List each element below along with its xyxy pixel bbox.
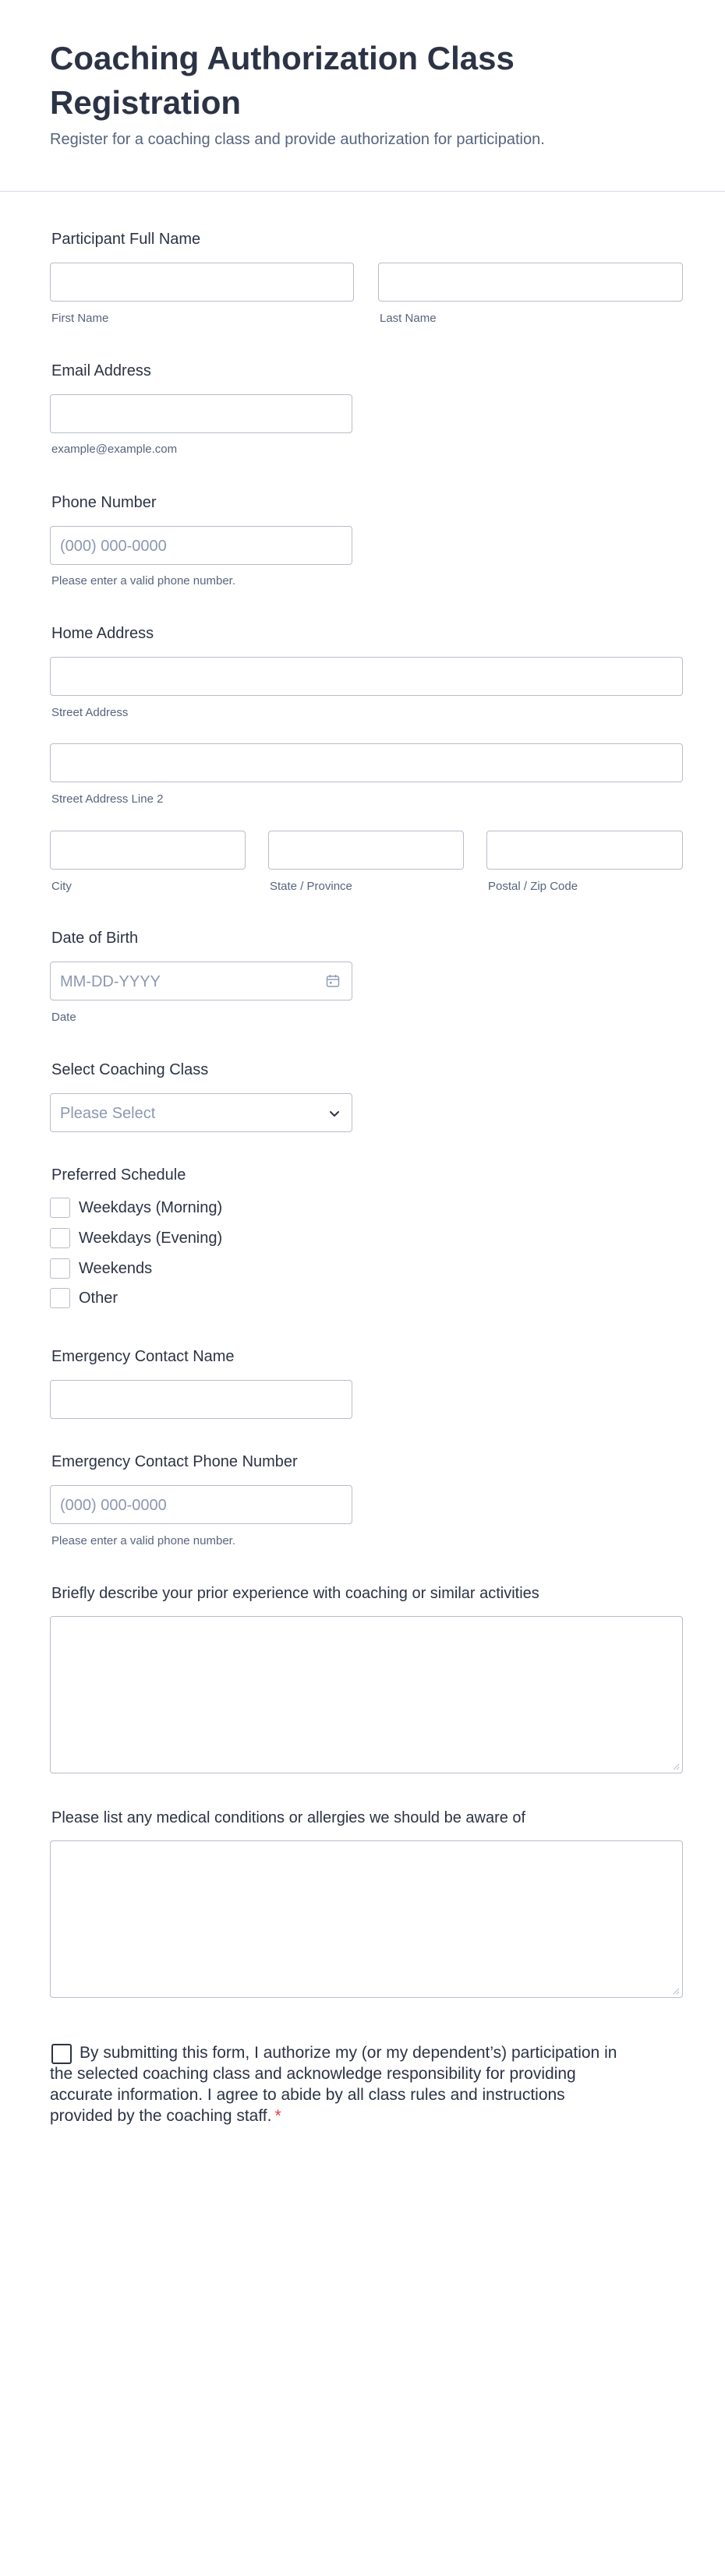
form-header <box>0 0 725 192</box>
schedule-checkbox[interactable] <box>50 1258 70 1279</box>
coaching-class-label: Select Coaching Class <box>51 1061 209 1078</box>
email-input[interactable] <box>50 394 352 433</box>
emergency-phone-placeholder: (000) 000-0000 <box>60 1497 167 1514</box>
first-name-sublabel: First Name <box>51 312 109 325</box>
dob-placeholder: MM-DD-YYYY <box>60 973 161 990</box>
consent-label <box>50 2042 627 2126</box>
coaching-class-placeholder: Please Select <box>60 1105 156 1122</box>
emergency-name-input[interactable] <box>50 1380 352 1419</box>
schedule-option-label: Other <box>79 1290 118 1307</box>
medical-label: Please list any medical conditions or allergies we should be aware of <box>51 1809 526 1826</box>
resize-handle-icon[interactable] <box>672 1763 680 1770</box>
coaching-class-select[interactable] <box>50 1093 352 1132</box>
state-input[interactable] <box>268 831 464 870</box>
schedule-option-label: Weekdays (Morning) <box>79 1199 223 1216</box>
schedule-option-label: Weekends <box>79 1260 153 1277</box>
phone-label: Phone Number <box>51 494 157 511</box>
schedule-checkbox[interactable] <box>50 1198 70 1218</box>
form-subtitle: Register for a coaching class and provide authorization for participation. <box>50 131 545 148</box>
city-input[interactable] <box>50 831 246 870</box>
required-asterisk: * <box>274 2107 281 2125</box>
participant-name-label: Participant Full Name <box>51 231 201 248</box>
dob-label: Date of Birth <box>51 930 139 947</box>
street-address-input[interactable] <box>50 657 683 696</box>
schedule-checkbox[interactable] <box>50 1228 70 1248</box>
dob-input[interactable] <box>50 962 352 1000</box>
phone-sublabel: Please enter a valid phone number. <box>51 574 235 588</box>
street-address-2-sublabel: Street Address Line 2 <box>51 792 164 806</box>
dob-sublabel: Date <box>51 1011 76 1024</box>
street-address-sublabel: Street Address <box>51 706 129 719</box>
phone-placeholder: (000) 000-0000 <box>60 538 167 555</box>
experience-textarea[interactable] <box>50 1616 683 1773</box>
email-label: Email Address <box>51 362 151 379</box>
last-name-input[interactable] <box>378 263 683 302</box>
form-title: Coaching Authorization Class Registration <box>50 40 515 121</box>
consent-text: By submitting this form, I authorize my (or my dependent’s) participation in the selected coaching class and acknowledge responsibility for providing accurate information. I agree to abide by all class rules and instructions provided by the coaching staff. <box>50 2044 617 2125</box>
schedule-checkbox[interactable] <box>50 1288 70 1308</box>
zip-sublabel: Postal / Zip Code <box>488 880 578 893</box>
schedule-option-label: Weekdays (Evening) <box>79 1230 223 1247</box>
city-sublabel: City <box>51 880 72 893</box>
address-label: Home Address <box>51 625 154 642</box>
last-name-sublabel: Last Name <box>380 312 437 325</box>
phone-input[interactable] <box>50 526 352 565</box>
emergency-phone-label: Emergency Contact Phone Number <box>51 1453 298 1470</box>
email-sublabel: example@example.com <box>51 443 178 456</box>
experience-label: Briefly describe your prior experience with coaching or similar activities <box>51 1585 539 1602</box>
first-name-input[interactable] <box>50 263 354 302</box>
emergency-phone-sublabel: Please enter a valid phone number. <box>51 1534 235 1547</box>
state-sublabel: State / Province <box>270 880 352 893</box>
resize-handle-icon[interactable] <box>672 1987 680 1995</box>
emergency-name-label: Emergency Contact Name <box>51 1348 235 1365</box>
street-address-2-input[interactable] <box>50 743 683 782</box>
chevron-down-icon <box>327 1106 342 1121</box>
emergency-phone-input[interactable] <box>50 1485 352 1524</box>
medical-textarea[interactable] <box>50 1840 683 1998</box>
zip-input[interactable] <box>486 831 683 870</box>
schedule-label: Preferred Schedule <box>51 1166 186 1184</box>
calendar-icon[interactable] <box>325 973 341 989</box>
